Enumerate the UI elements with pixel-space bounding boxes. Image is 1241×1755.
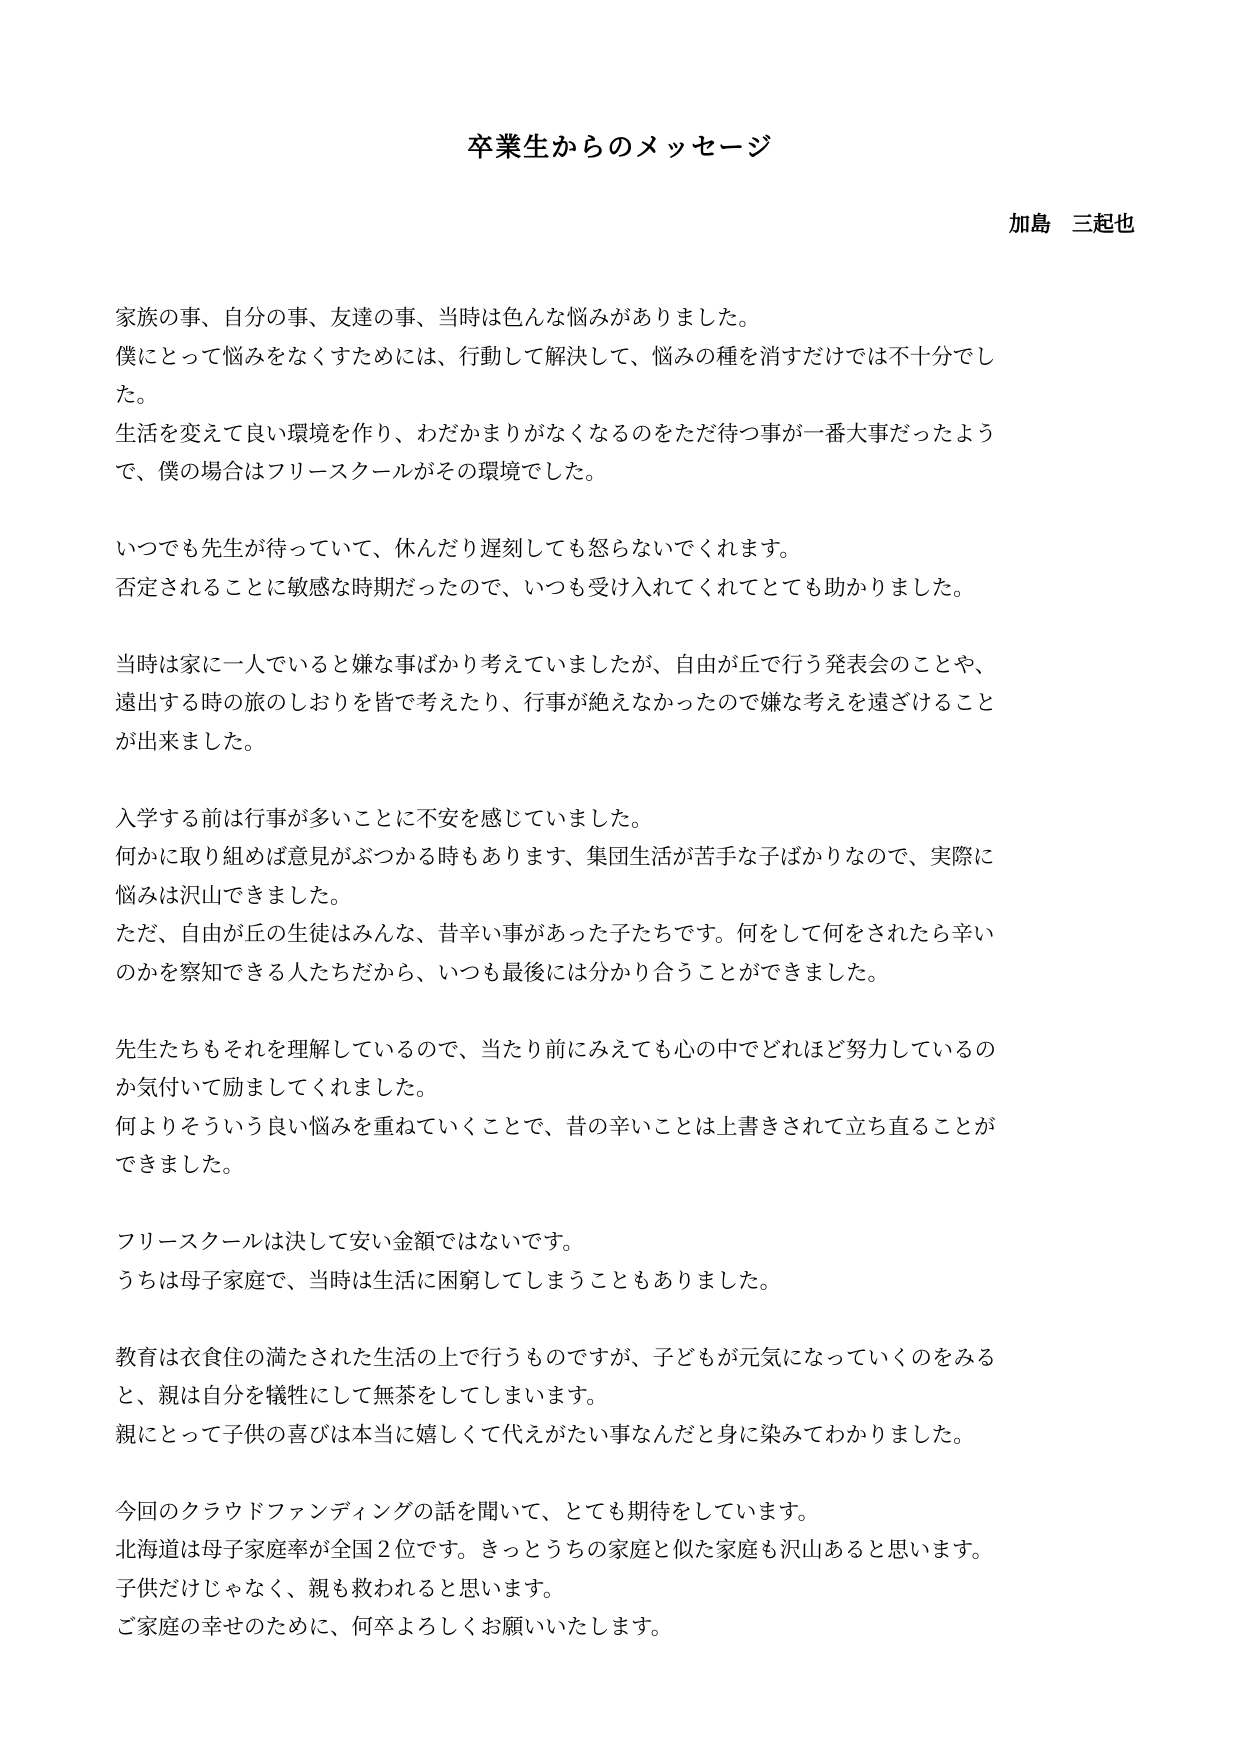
text-line: できました。	[115, 1153, 245, 1178]
paragraph	[115, 801, 1135, 994]
text-line: 当時は家に一人でいると嫌な事ばかり考えていましたが、自由が丘で行う発表会のことや、	[115, 652, 997, 678]
text-line: 否定されることに敏感な時期だったので、いつも受け入れてくれてとても助かりました。	[115, 575, 975, 601]
paragraph	[115, 1340, 1135, 1456]
text-line: フリースクールは決して安い金額ではないです。	[115, 1230, 584, 1255]
paragraph	[115, 1224, 1135, 1301]
text-line: 悩みは沢山できました。	[115, 883, 352, 909]
text-line: 僕にとって悩みをなくすためには、行動して解決して、悩みの種を消すだけでは不十分でし	[115, 344, 996, 370]
text-line: で、僕の場合はフリースクールがその環境でした。	[115, 460, 607, 485]
text-line: が出来ました。	[115, 729, 266, 755]
text-line: 今回のクラウドファンディングの話を聞いて、とても期待をしています。	[115, 1499, 820, 1525]
text-line: 先生たちもそれを理解しているので、当たり前にみえても心の中でどれほど努力しているの	[115, 1037, 997, 1063]
author-name: 加島 三起也	[1009, 212, 1135, 236]
text-line: うちは母子家庭で、当時は生活に困窮してしまうこともありました。	[115, 1268, 782, 1294]
text-line: か気付いて励ましてくれました。	[115, 1076, 438, 1101]
text-line: 生活を変えて良い環境を作り、わだかまりがなくなるのをただ待つ事が一番大事だったよう	[115, 421, 997, 447]
paragraph	[115, 1032, 1135, 1186]
text-line: いつでも先生が待っていて、休んだり遅刻しても怒らないでくれます。	[115, 537, 801, 562]
message-body	[115, 300, 1135, 1686]
paragraph	[115, 1494, 1135, 1648]
text-line: 入学する前は行事が多いことに不安を感じていました。	[115, 806, 653, 832]
text-line: 子供だけじゃなく、親も救われると思います。	[115, 1576, 565, 1602]
text-line: 何よりそういう良い悩みを重ねていくことで、昔の辛いことは上書きされて立ち直ることが	[115, 1114, 996, 1140]
text-line: 親にとって子供の喜びは本当に嬉しくて代えがたい事なんだと身に染みてわかりました。	[115, 1422, 975, 1448]
text-line: 何かに取り組めば意見がぶつかる時もあります、集団生活が苦手な子ばかりなので、実際に	[115, 845, 995, 870]
text-line: ただ、自由が丘の生徒はみんな、昔辛い事があった子たちです。何をして何をされたら辛い	[115, 922, 995, 947]
text-line: ご家庭の幸せのために、何卒よろしくお願いいたします。	[115, 1615, 673, 1640]
text-line: 家族の事、自分の事、友達の事、当時は色んな悩みがありました。	[115, 306, 761, 331]
text-line: 北海道は母子家庭率が全国２位です。きっとうちの家庭と似た家庭も沢山あると思います。	[115, 1538, 994, 1563]
paragraph	[115, 300, 1135, 493]
text-line: 教育は衣食住の満たされた生活の上で行うものですが、子どもが元気になっていくのをみる	[115, 1345, 997, 1371]
paragraph	[115, 531, 1135, 608]
document-title: 卒業生からのメッセージ	[467, 133, 774, 163]
text-line: 遠出する時の旅のしおりを皆で考えたり、行事が絶えなかったので嫌な考えを遠ざけること	[115, 691, 997, 716]
text-line: と、親は自分を犠牲にして無茶をしてしまいます。	[115, 1384, 608, 1409]
paragraph	[115, 647, 1135, 763]
text-line: た。	[115, 383, 159, 408]
text-line: のかを察知できる人たちだから、いつも最後には分かり合うことができました。	[115, 960, 890, 986]
